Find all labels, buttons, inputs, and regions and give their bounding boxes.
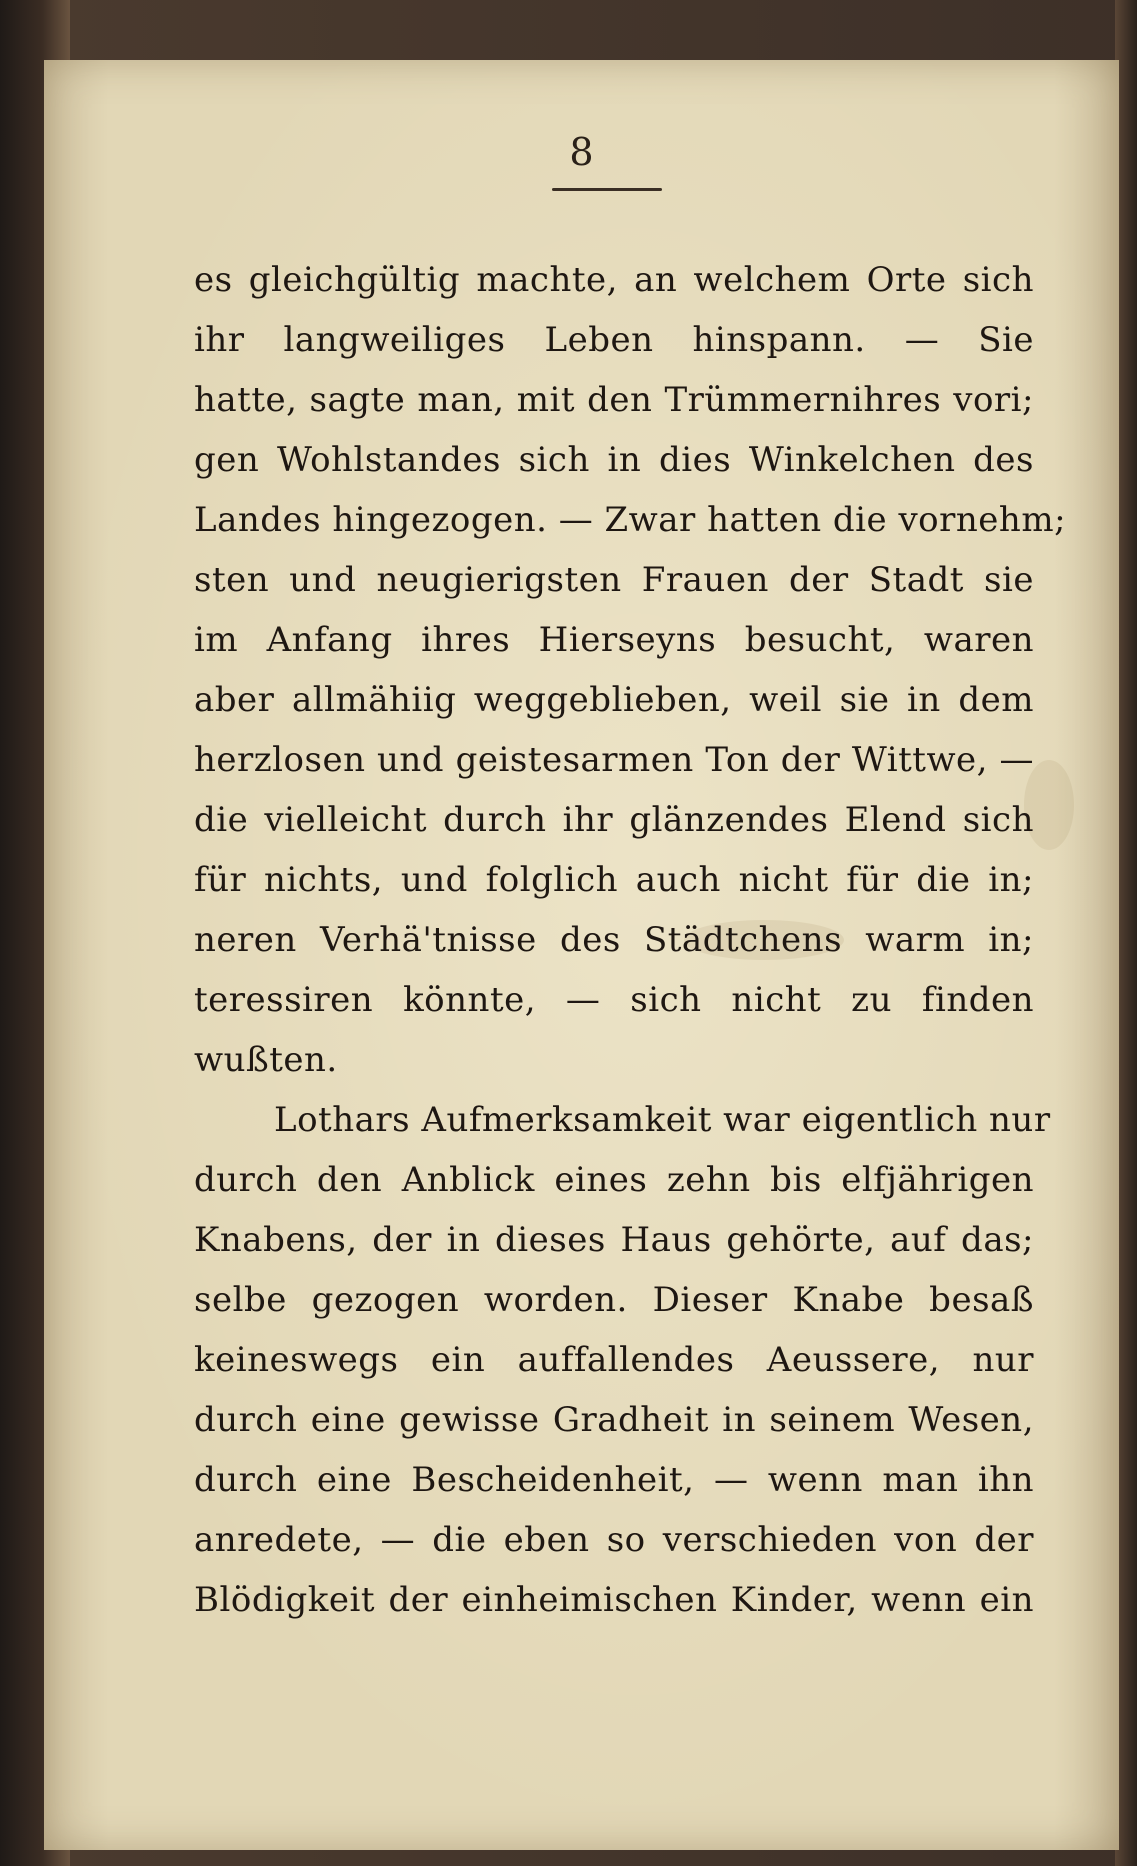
- page-number: 8: [569, 130, 594, 174]
- text-line: Lothars Aufmerksamkeit war eigentlich nur: [274, 1100, 1051, 1140]
- body-text: [194, 250, 1067, 1630]
- text-line: wußten.: [194, 1040, 338, 1080]
- text-line: gen Wohlstandes sich in dies Winkelchen des: [194, 440, 1034, 480]
- header-rule: [552, 188, 662, 191]
- text-line: selbe gezogen worden. Dieser Knabe besaß: [194, 1280, 1034, 1320]
- text-line: Landes hingezogen. — Zwar hatten die vornehm;: [194, 500, 1067, 540]
- text-line: keineswegs ein auffallendes Aeussere, nur: [194, 1340, 1034, 1380]
- text-line: hatte, sagte man, mit den Trümmernihres vori;: [194, 380, 1034, 420]
- text-line: anredete, — die eben so verschieden von der: [194, 1520, 1034, 1560]
- text-line: teressiren könnte, — sich nicht zu finden: [194, 980, 1034, 1020]
- text-line: sten und neugierigsten Frauen der Stadt sie: [194, 560, 1034, 600]
- text-line: die vielleicht durch ihr glänzendes Elend sich: [194, 800, 1034, 840]
- text-line: neren Verhä'tnisse des Städtchens warm in;: [194, 920, 1034, 960]
- text-line: durch eine Bescheidenheit, — wenn man ihn: [194, 1460, 1034, 1500]
- text-line: ihr langweiliges Leben hinspann. — Sie: [194, 320, 1034, 360]
- text-line: für nichts, und folglich auch nicht für die in;: [194, 860, 1034, 900]
- text-line: herzlosen und geistesarmen Ton der Wittwe, —: [194, 740, 1034, 780]
- text-line: es gleichgültig machte, an welchem Orte sich: [194, 260, 1034, 300]
- book-page: [44, 60, 1119, 1850]
- text-line: im Anfang ihres Hierseyns besucht, waren: [194, 620, 1034, 660]
- text-line: durch den Anblick eines zehn bis elfjährigen: [194, 1160, 1034, 1200]
- text-line: Blödigkeit der einheimischen Kinder, wenn ein: [194, 1580, 1034, 1620]
- text-line: aber allmähiig weggeblieben, weil sie in dem: [194, 680, 1034, 720]
- text-line: Knabens, der in dieses Haus gehörte, auf das;: [194, 1220, 1034, 1260]
- text-line: durch eine gewisse Gradheit in seinem Wesen,: [194, 1400, 1034, 1440]
